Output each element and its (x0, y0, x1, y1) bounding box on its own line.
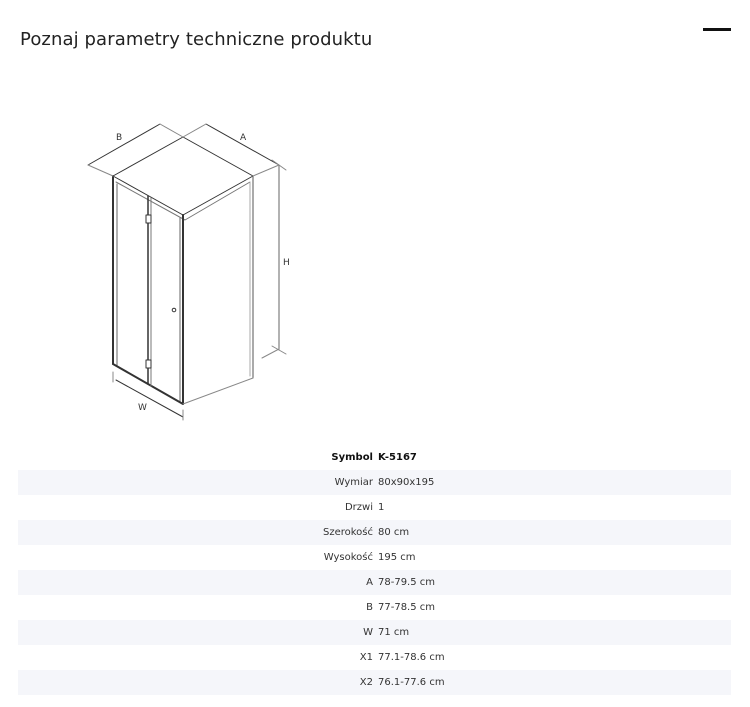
spec-key: X1 (359, 652, 373, 663)
spec-row-w (18, 620, 731, 645)
spec-row-wysokosc (18, 545, 731, 570)
section-title: Poznaj parametry techniczne produktu (20, 29, 373, 50)
spec-row-drzwi (18, 495, 731, 520)
spec-row-x1 (18, 645, 731, 670)
spec-value: 195 cm (378, 552, 416, 563)
spec-key: Drzwi (344, 502, 373, 513)
spec-row-a (18, 570, 731, 595)
dimension-b-line (88, 124, 160, 165)
dimension-w-label: W (138, 403, 147, 413)
spec-key: W (18, 620, 378, 645)
spec-row-szerokosc (18, 520, 731, 545)
collapse-toggle-button[interactable] (703, 27, 731, 31)
spec-key: Szerokość (18, 520, 378, 545)
spec-key: Wymiar (18, 470, 378, 495)
door-hinge-bottom (146, 360, 151, 368)
shower-dimension-diagram (0, 110, 320, 430)
spec-row-wymiar (18, 470, 731, 495)
spec-key: B (366, 602, 373, 613)
spec-value: 80x90x195 (378, 470, 731, 495)
minus-icon (703, 28, 731, 31)
spec-key: Wysokość (323, 552, 373, 563)
spec-value: 80 cm (378, 520, 731, 545)
dimension-a-line (206, 124, 279, 165)
dimension-h-label: H (283, 258, 290, 268)
spec-row-b (18, 595, 731, 620)
spec-key: A (18, 570, 378, 595)
spec-key: Symbol (331, 452, 373, 463)
spec-value: 77.1-78.6 cm (378, 652, 445, 663)
spec-value: 76.1-77.6 cm (378, 670, 731, 695)
spec-value: 71 cm (378, 620, 731, 645)
spec-value: 77-78.5 cm (378, 602, 436, 613)
technical-specs-table (18, 445, 731, 695)
spec-value: K-5167 (378, 452, 417, 463)
door-handle (172, 308, 176, 312)
spec-value: 1 (378, 502, 385, 513)
spec-key: X2 (18, 670, 378, 695)
spec-row-x2 (18, 670, 731, 695)
dimension-b-label: B (116, 133, 123, 143)
spec-row-symbol (18, 445, 731, 470)
spec-value: 78-79.5 cm (378, 570, 731, 595)
door-hinge-top (146, 215, 151, 223)
enclosure-top-outline (113, 137, 253, 215)
dimension-a-label: A (240, 133, 247, 143)
